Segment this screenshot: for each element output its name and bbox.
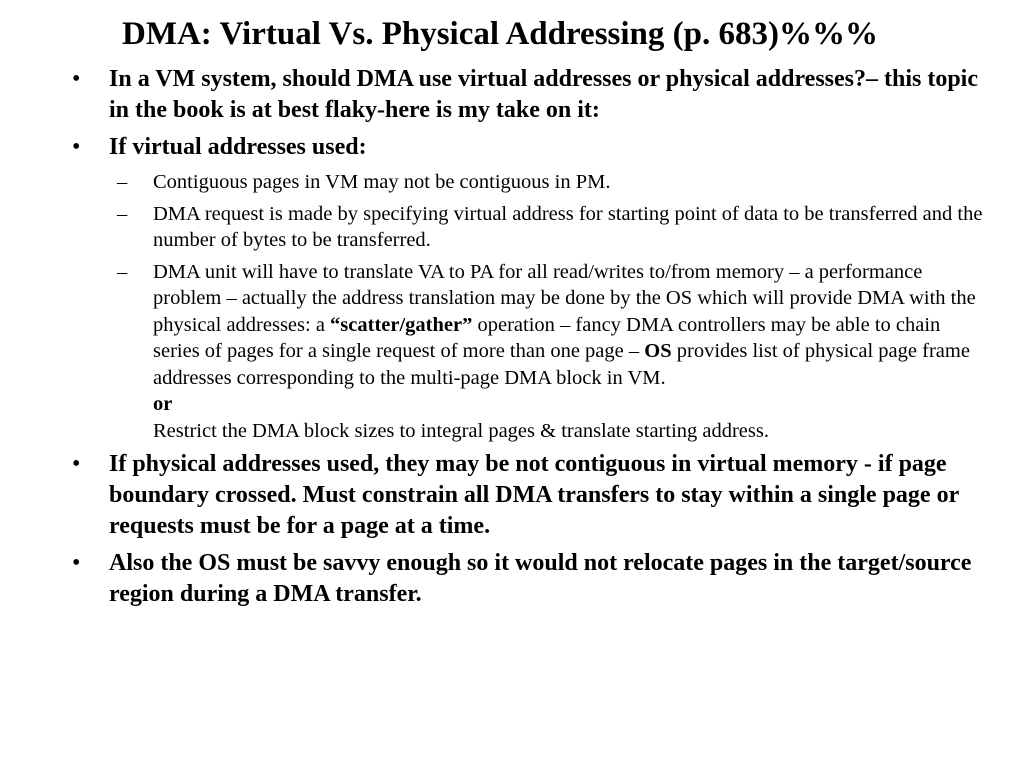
bullet-marker: • <box>72 451 81 477</box>
restrict-text: Restrict the DMA block sizes to integral pages & translate starting address. <box>153 419 769 442</box>
sub-item-contiguous <box>109 169 992 196</box>
bullet-dma-question <box>72 64 992 126</box>
sub-item-text <box>153 261 976 389</box>
bullet-text: If physical addresses used, they may be not contiguous in virtual memory - if page boundary crossed. Must constrain all DMA transfers to stay within a single page or requests must be for a page at a time. <box>109 451 959 539</box>
bullet-marker: • <box>72 134 81 160</box>
scatter-gather-term: “scatter/gather” <box>330 313 473 336</box>
sub-item-text: DMA request is made by specifying virtual address for starting point of data to be transferred and the number of bytes to be transferred. <box>153 202 983 251</box>
slide-content <box>72 64 992 616</box>
translate-text-2: operation – fancy DMA controllers may be able to chain series of pages for a single request of more than one page – <box>153 313 941 362</box>
dash-marker: – <box>117 202 128 225</box>
bullet-marker: • <box>72 550 81 576</box>
bullet-text: If virtual addresses used: <box>109 134 367 160</box>
translate-text-1: DMA unit will have to translate VA to PA for all read/writes to/from memory – a performance problem – actually the address translation may be done by the OS which will provide DMA with the physical addresses: a <box>153 260 976 336</box>
sub-item-request <box>109 201 992 254</box>
translate-text-3: provides list of physical page frame addresses corresponding to the multi-page DMA block in VM. <box>153 340 970 389</box>
or-label: or <box>153 393 173 415</box>
sub-item-text: Contiguous pages in VM may not be contiguous in PM. <box>153 171 611 193</box>
bullet-text: Also the OS must be savvy enough so it would not relocate pages in the target/source region during a DMA transfer. <box>109 550 972 607</box>
dash-marker: – <box>117 260 128 283</box>
bullet-physical-used <box>72 449 992 542</box>
os-term: OS <box>644 340 672 362</box>
dash-marker: – <box>117 171 128 193</box>
bullet-os-savvy <box>72 548 992 610</box>
slide-title: DMA: Virtual Vs. Physical Addressing (p. 683)%%% <box>121 16 878 52</box>
bullet-text: In a VM system, should DMA use virtual addresses or physical addresses?– this topic in the book is at best flaky-here is my take on it: <box>109 66 978 123</box>
bullet-marker: • <box>72 66 81 92</box>
bullet-virtual-used <box>72 132 992 163</box>
sub-item-translate <box>109 259 992 445</box>
